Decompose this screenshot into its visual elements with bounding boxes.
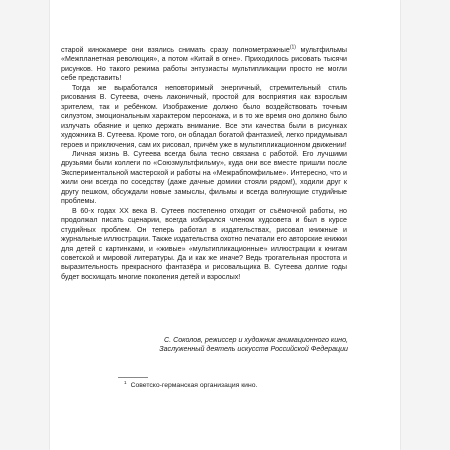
paragraph-text: Личная жизнь В. Сутеева всегда была тесно связана с работой. Его лучшими друзьями были коллеги по «Союзмультфильму», куда они все вместе пришли после Экспериментальной мастерской и работы на «Межрабпомфильме». Интересно, что и жили они всегда по соседству (даже дачные домики стояли рядом!), ходили друг к другу пешком, обсуждали новые замыслы, фильмы и всегда волнующие студийные проблемы. (61, 149, 347, 206)
footnote-reference: (1) (289, 44, 296, 51)
footnote-marker: 1 (124, 379, 127, 385)
footnote-text: Советско-германская организация кино. (130, 382, 258, 389)
author-signature (130, 336, 348, 355)
body-text (61, 46, 347, 282)
signature-line-2: Заслуженный деятель искусств Российской Федерации (159, 345, 348, 354)
footnote-divider (118, 377, 148, 378)
paragraph-2 (61, 84, 347, 150)
signature-line-1: С. Соколов, режиссер и художник анимационного кино, (164, 336, 348, 344)
paragraph-1 (61, 46, 347, 84)
paragraph-text-continued: мультфильмы «Межпланетная революция», а потом «Китай в огне». Приходилось рисовать тысячи рисунков. Но такого режима работы энтузиасты мультипликации просто не могли себе представить! (61, 46, 347, 83)
paragraph-3 (61, 150, 347, 207)
paragraph-text: старой кинокамере они взялись снимать сразу полнометражные (61, 46, 290, 54)
paragraph-text: Тогда же выработался неповторимый энергичный, стремительный стиль рисования В. Сутеева, очень лаконичный, простой для восприятия как взрослым зрителем, так и ребёнком. Изображение должно было воздействовать точным силуэтом, эмоциональным характером персонажа, и в то же время оно должно было излучать обаяние и цепко держать внимание. Все эти качества были в рисунках художника В. Сутеева. Кроме того, он обладал богатой фантазией, легко придумывал героев и приключения, сам их рисовал, причём уже в мультипликационном движении! (61, 83, 347, 149)
footnote (124, 381, 344, 390)
paragraph-text: В 60-х годах XX века В. Сутеев постепенно отходит от съёмочной работы, но продолжал писать сценарии, всегда избирался членом худсовета и был в курсе студийных проблем. Он теперь работал в издательствах, рисовал книжные и журнальные иллюстрации. Также издательства охотно печатали его авторские книжки для детей с картинками, и «живые» «мультипликационные» иллюстрации к книгам советской и мировой литературы. Да и как же иначе? Ведь трогательная простота и выразительность прекрасного фантазёра и рисовальщика В. Сутеева долгие годы будет восхищать многие поколения детей и взрослых! (61, 206, 347, 281)
paragraph-4 (61, 207, 347, 283)
